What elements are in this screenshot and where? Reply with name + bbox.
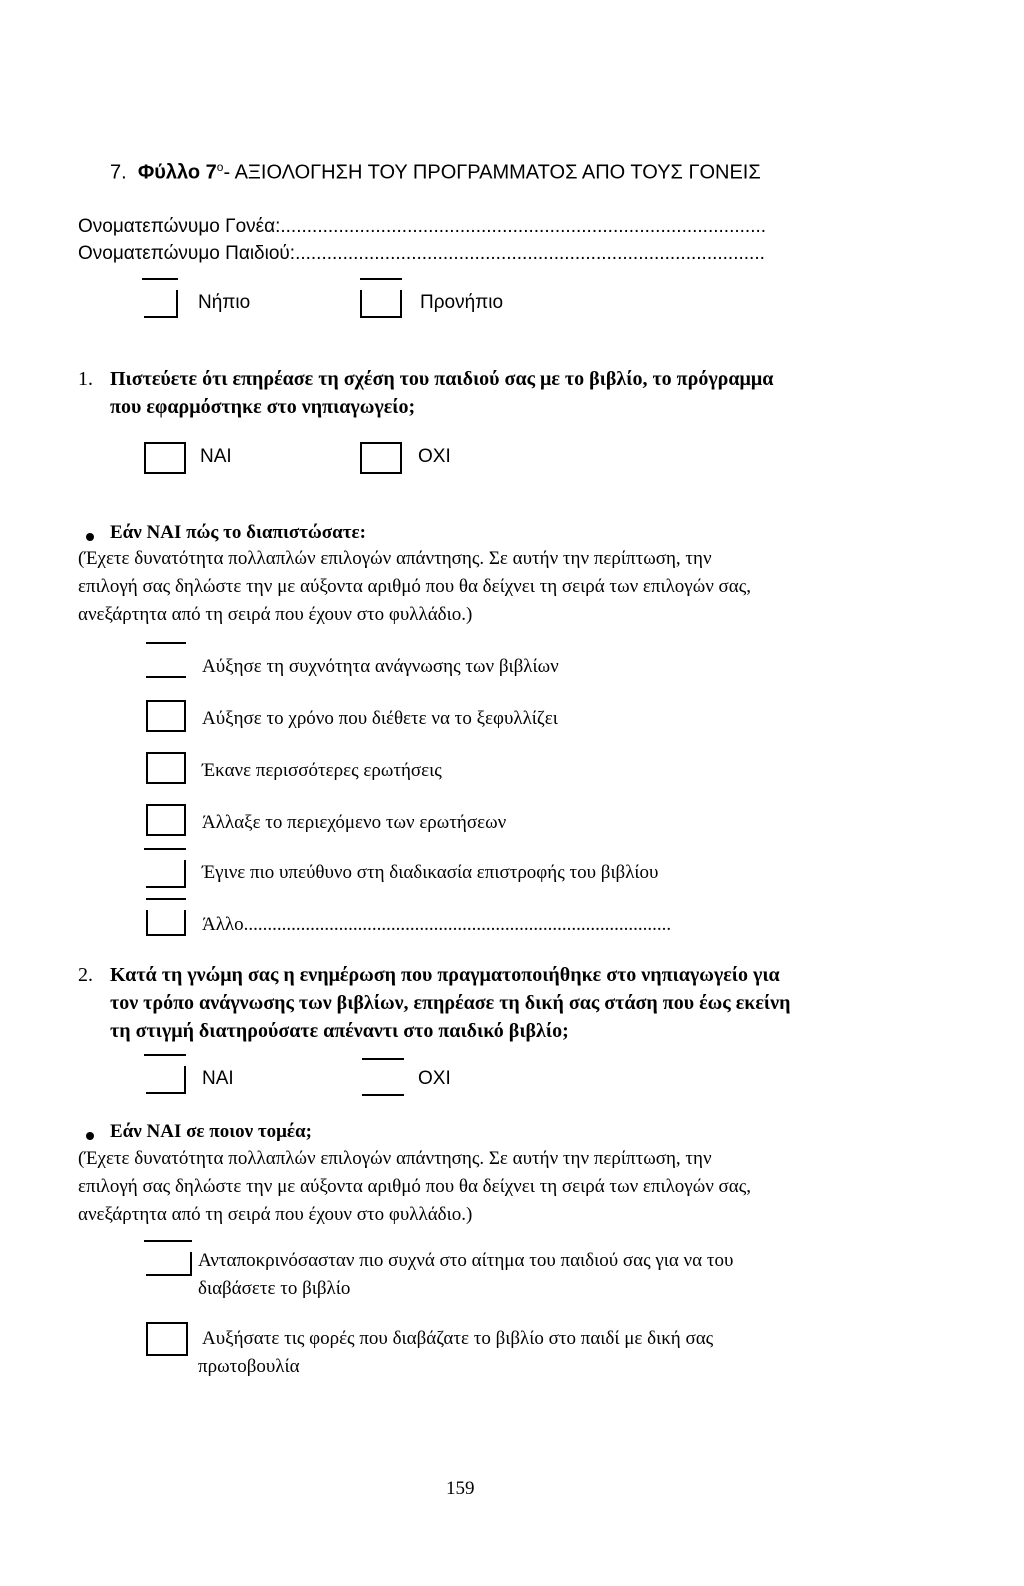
q1-option-1-blank[interactable]: [146, 676, 186, 678]
q1-yes-checkbox[interactable]: [144, 442, 186, 474]
page-title: 7. Φύλλο $7^o-$ ΑΞΙΟΛΟΓΗΣΗ ΤΟΥ ΠΡΟΓΡΑΜΜΑΤΟΣ ΑΠΟ ΤΟΥΣ ΓΟΝΕΙΣ: [110, 160, 761, 184]
parent-name-field[interactable]: Ονοματεπώνυμο Γονέα:............................................................................................: [78, 216, 767, 237]
pronipio-label: Προνήπιο: [420, 292, 504, 313]
q1-option-5: Έγινε πιο υπεύθυνο στη διαδικασία επιστροφής του βιβλίου: [202, 862, 659, 883]
q1-option-2: Αύξησε το χρόνο που διέθετε να το ξεφυλλίζει: [202, 708, 558, 729]
q2-number: 2.: [78, 964, 93, 986]
pronipio-checkbox[interactable]: [360, 290, 402, 318]
q2-option-2-line1: Αυξήσατε τις φορές που διαβάζατε το βιβλίο στο παιδί με δική σας: [202, 1328, 714, 1349]
child-name-field[interactable]: Ονοματεπώνυμο Παιδιού:.........................................................................................: [78, 243, 765, 264]
q1-option-1: Αύξησε τη συχνότητα ανάγνωσης των βιβλίων: [202, 656, 559, 677]
q2-text-line2: τον τρόπο ανάγνωσης των βιβλίων, επηρέασε τη δική σας στάση που έως εκείνη: [110, 992, 791, 1014]
q1-option-4: Άλλαξε το περιεχόμενο των ερωτήσεων: [202, 812, 507, 833]
q2-yes-checkbox[interactable]: [146, 1066, 186, 1094]
q1-option-6[interactable]: Άλλο..........................................................................................: [202, 914, 672, 935]
q2-no-label: ΟΧΙ: [418, 1068, 451, 1089]
q1-instruction-2: επιλογή σας δηλώστε την με αύξοντα αριθμό που θα δείχνει τη σειρά των επιλογών σας,: [78, 576, 752, 597]
q2-instruction-1: (Έχετε δυνατότητα πολλαπλών επιλογών απάντησης. Σε αυτήν την περίπτωση, την: [78, 1148, 712, 1169]
bullet-icon: [86, 1132, 94, 1140]
q1-option-1-topline: [146, 642, 186, 644]
page-number: 159: [446, 1478, 475, 1499]
bullet-icon: [86, 533, 94, 541]
q2-instruction-2: επιλογή σας δηλώστε την με αύξοντα αριθμό που θα δείχνει τη σειρά των επιλογών σας,: [78, 1176, 752, 1197]
q2-option-1-line2: διαβάσετε το βιβλίο: [198, 1278, 351, 1299]
q1-text-line2: που εφαρμόστηκε στο νηπιαγωγείο;: [110, 396, 416, 418]
q1-option-6-checkbox[interactable]: [146, 910, 186, 936]
q2-yes-label: ΝΑΙ: [202, 1068, 234, 1089]
q2-instruction-3: ανεξάρτητα από τη σειρά που έχουν στο φυλλάδιο.): [78, 1204, 473, 1225]
q1-option-2-checkbox[interactable]: [146, 700, 186, 732]
q2-option-2-line2: πρωτοβουλία: [198, 1356, 300, 1377]
q1-no-checkbox[interactable]: [360, 442, 402, 474]
q1-number: 1.: [78, 368, 93, 390]
q1-instruction-1: (Έχετε δυνατότητα πολλαπλών επιλογών απάντησης. Σε αυτήν την περίπτωση, την: [78, 548, 712, 569]
q2-text-line3: τη στιγμή διατηρούσατε απέναντι στο παιδικό βιβλίο;: [110, 1020, 569, 1042]
q2-option-1-line1: Ανταποκρινόσασταν πιο συχνά στο αίτημα του παιδιού σας για να του: [198, 1250, 734, 1271]
q1-yes-label: ΝΑΙ: [200, 446, 232, 467]
nipio-label: Νήπιο: [198, 292, 251, 313]
q1-text-line1: Πιστεύετε ότι επηρέασε τη σχέση του παιδιού σας με το βιβλίο, το πρόγραμμα: [110, 368, 774, 390]
q1-option-3: Έκανε περισσότερες ερωτήσεις: [202, 760, 442, 781]
q1-if-yes: Εάν ΝΑΙ πώς το διαπιστώσατε:: [110, 522, 366, 543]
q2-if-yes: Εάν ΝΑΙ σε ποιον τομέα;: [110, 1121, 312, 1142]
q1-option-5-checkbox[interactable]: [146, 860, 186, 888]
q2-no-topline: [362, 1058, 404, 1060]
q2-text-line1: Κατά τη γνώμη σας η ενημέρωση που πραγματοποιήθηκε στο νηπιαγωγείο για: [110, 964, 780, 986]
q2-option-1-checkbox[interactable]: [146, 1252, 192, 1276]
q1-option-4-checkbox[interactable]: [146, 804, 186, 836]
q2-option-2-checkbox[interactable]: [146, 1322, 188, 1356]
q1-instruction-3: ανεξάρτητα από τη σειρά που έχουν στο φυλλάδιο.): [78, 604, 473, 625]
q2-no-blank[interactable]: [362, 1094, 404, 1096]
q1-option-3-checkbox[interactable]: [146, 752, 186, 784]
q1-no-label: ΟΧΙ: [418, 446, 451, 467]
nipio-checkbox[interactable]: [144, 290, 178, 318]
